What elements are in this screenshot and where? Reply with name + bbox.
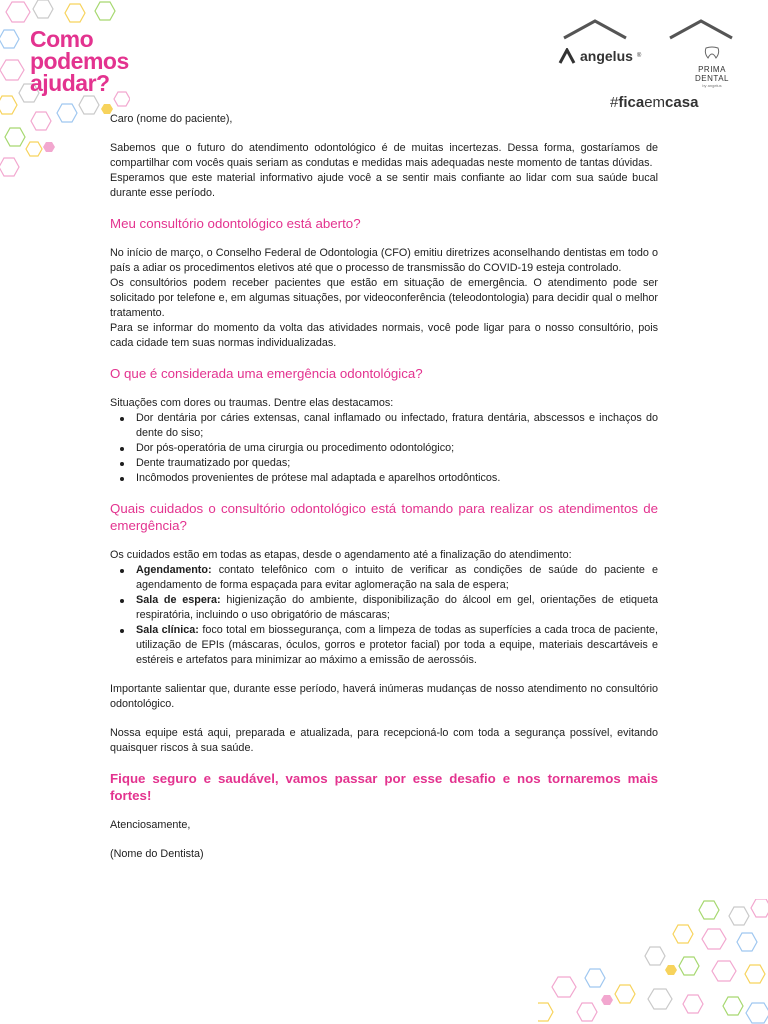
hashtag: [610, 94, 698, 111]
list-item-text: foco total em biossegurança, com a limpeza de todas as superfícies a cada troca de paciente, utilização de EPIs (máscaras, óculos, gorros e protetor facial) por toda a equipe, materiais descartáveis e estéreis e artefatos para minimizar ao máximo a emissão de aerossóis.: [136, 624, 658, 666]
closing-heading: Fique seguro e saudável, vamos passar por esse desafio e nos tornaremos mais fortes!: [110, 771, 658, 803]
intro-paragraph: Sabemos que o futuro do atendimento odontológico é de muitas incertezas. Dessa forma, gostaríamos de compartilhar com vocês quais seriam as condutas e medidas mais adequadas neste momento de tantas dúvidas.: [110, 142, 658, 169]
angelus-wordmark: angelus: [580, 48, 633, 64]
section-lead: Situações com dores ou traumas. Dentre elas destacamos:: [110, 397, 394, 409]
letter-body: [110, 112, 658, 862]
list-item: Incômodos provenientes de prótese mal adaptada e aparelhos ortodônticos.: [136, 471, 658, 486]
section-paragraph: Para se informar do momento da volta das atividades normais, você pode ligar para o nosso consultório, pois cada cidade tem suas normas individualizadas.: [110, 322, 658, 349]
list-item: [136, 593, 658, 623]
signature: (Nome do Dentista): [110, 848, 204, 860]
signoff: Atenciosamente,: [110, 819, 191, 831]
registered-mark: ®: [636, 53, 642, 59]
campaign-title-line: Como: [30, 26, 94, 52]
prima-dental-byline: by angelus: [702, 83, 722, 88]
section-paragraph: No início de março, o Conselho Federal de Odontologia (CFO) emitiu diretrizes aconselhando dentistas em todo o país a adiar os procedimentos eletivos até que o processo de transmissão do COVID-19 esteja controlado.: [110, 247, 658, 274]
list-item: [136, 563, 658, 593]
hexagon-pattern-bottom-right: [538, 899, 768, 1024]
prima-dental-logo: [682, 46, 742, 88]
hashtag-part: fica: [618, 94, 645, 111]
list-item: Dente traumatizado por quedas;: [136, 456, 658, 471]
list-item-term: Agendamento:: [136, 564, 212, 576]
hashtag-symbol: #: [610, 94, 619, 111]
roof-icon: [562, 18, 628, 40]
roof-icon: [668, 18, 734, 40]
section-paragraph: Os consultórios podem receber pacientes que estão em situação de emergência. O atendimento pode ser solicitado por telefone e, em algumas situações, por videoconferência (teleodontologia) para decidir qual o melhor tratamento.: [110, 277, 658, 319]
campaign-title: [30, 28, 160, 94]
tooth-icon: [702, 46, 722, 60]
greeting: Caro (nome do paciente),: [110, 113, 233, 125]
section-heading: Quais cuidados o consultório odontológico está tomando para realizar os atendimentos de emergência?: [110, 501, 658, 533]
hashtag-part: em: [644, 94, 666, 111]
list-item: [136, 623, 658, 668]
list-item: Dor dentária por cáries extensas, canal inflamado ou infectado, fratura dentária, abscessos e inchaços do dente do siso;: [136, 412, 658, 439]
section-heading: O que é considerada uma emergência odontológica?: [110, 366, 423, 381]
list-item-term: Sala de espera:: [136, 594, 221, 606]
care-list: [110, 563, 658, 668]
campaign-title-line: podemos: [30, 48, 129, 74]
hashtag-part: casa: [665, 94, 699, 111]
note-paragraph: Nossa equipe está aqui, preparada e atualizada, para recepcioná-lo com toda a segurança possível, evitando quaisquer riscos à sua saúde.: [110, 727, 658, 754]
list-item-text: contato telefônico com o intuito de verificar as condições de saúde do paciente e agendamento de forma espaçada para evitar aglomeração na sala de espera;: [136, 564, 658, 591]
section-heading: Meu consultório odontológico está aberto?: [110, 216, 361, 231]
section-lead: Os cuidados estão em todas as etapas, desde o agendamento até a finalização do atendimento:: [110, 549, 572, 561]
note-paragraph: Importante salientar que, durante esse período, haverá inúmeras mudanças de nosso atendimento no consultório odontológico.: [110, 683, 658, 710]
angelus-logo: [558, 48, 641, 64]
list-item-term: Sala clínica:: [136, 624, 199, 636]
intro-paragraph: Esperamos que este material informativo ajude você a se sentir mais confiante ao lidar com sua saúde bucal durante esse período.: [110, 172, 658, 199]
list-item: Dor pós-operatória de uma cirurgia ou procedimento odontológico;: [136, 441, 658, 456]
angelus-mark-icon: [558, 48, 576, 64]
list-item-text: higienização do ambiente, disponibilização do álcool em gel, orientações de etiqueta respiratória, incluindo o uso obrigatório de máscaras;: [136, 594, 658, 621]
emergency-list: [110, 411, 658, 486]
campaign-title-line: ajudar?: [30, 70, 110, 96]
prima-dental-wordmark: PRIMA DENTAL: [695, 65, 729, 83]
